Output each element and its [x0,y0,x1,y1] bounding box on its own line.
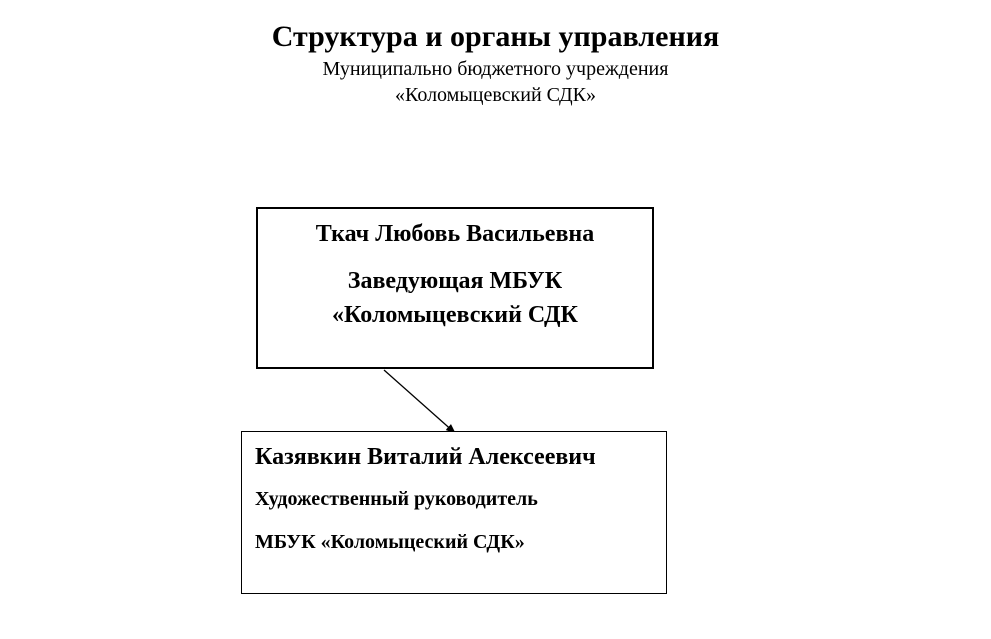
artistic-director-organization: МБУК «Коломыцеский СДК» [255,531,525,553]
head-node-box [256,207,654,369]
head-position [258,264,652,332]
page-title: Структура и органы управления [271,20,720,53]
head-position-line-2: «Коломыцевский СДК [332,302,578,328]
artistic-director-node-box [241,431,667,594]
artistic-director-name: Казявкин Виталий Алексеевич [255,444,596,470]
artistic-director-role: Художественный руководитель [255,488,538,510]
connector-arrow [384,370,455,433]
head-position-line-1: Заведующая МБУК [347,268,563,294]
diagram-header [0,18,991,108]
page-subtitle-line-1: Муниципально бюджетного учреждения [322,58,669,80]
head-name: Ткач Любовь Васильевна [315,221,595,247]
page-subtitle-line-2: «Коломыцевский СДК» [394,84,596,106]
